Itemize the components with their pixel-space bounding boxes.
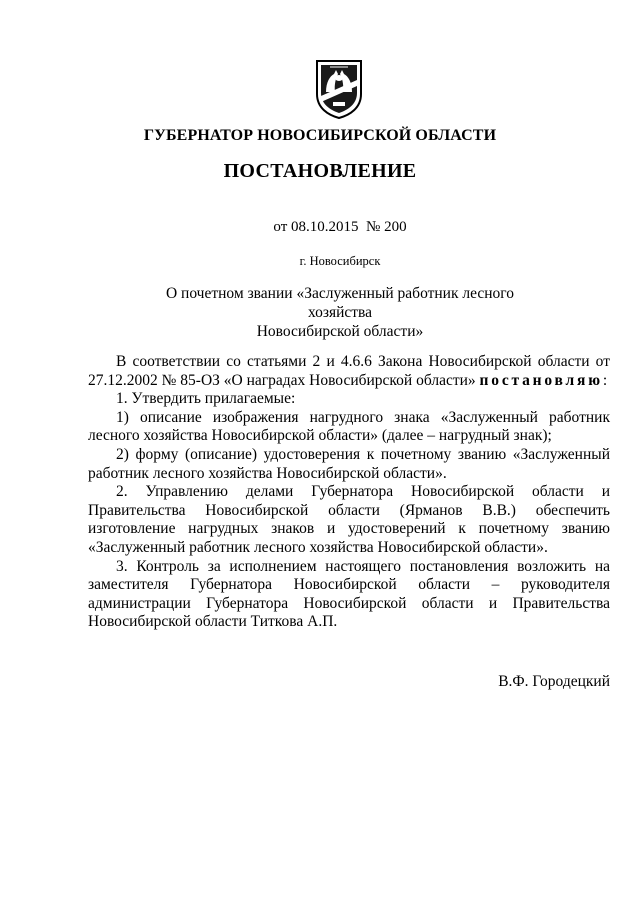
subject-line-1: О почетном звании «Заслуженный работник лесного хозяйства: [165, 285, 515, 321]
clause-1-sub-1: 1) описание изображения нагрудного знака «Заслуженный работник лесного хозяйства Новосибирской области» (далее – нагрудный знак);: [88, 408, 610, 445]
issuing-authority: ГУБЕРНАТОР НОВОСИБИРСКОЙ ОБЛАСТИ: [143, 127, 497, 144]
clause-3: 3. Контроль за исполнением настоящего постановления возложить на заместителя Губернатора Новосибирской области – руководителя администрации Губернатора Новосибирской области и Правительства Новосибирской области Титкова А.П.: [88, 557, 610, 631]
document-subject: [138, 284, 542, 341]
resolve-keyword: постановляю: [479, 371, 603, 389]
document-date-number: от 08.10.2015 № 200: [273, 219, 407, 235]
preamble-text: В соответствии со статьями 2 и 4.6.6 Закона Новосибирской области от 27.12.2002 № 85-ОЗ «О наградах Новосибирской области»: [88, 353, 610, 389]
preamble-colon: :: [602, 371, 608, 389]
document-type-title: ПОСТАНОВЛЕНИЕ: [223, 160, 417, 182]
document-city: г. Новосибирск: [299, 254, 381, 268]
preamble-paragraph: [88, 353, 610, 390]
subject-line-2: Новосибирской области»: [256, 323, 424, 340]
clause-1-sub-2: 2) форму (описание) удостоверения к почетному званию «Заслуженный работник лесного хозяйства Новосибирской области».: [88, 445, 610, 482]
clause-1: 1. Утвердить прилагаемые:: [116, 390, 296, 408]
coat-of-arms-emblem: [314, 58, 364, 120]
clause-2: 2. Управлению делами Губернатора Новосибирской области и Правительства Новосибирской области (Ярманов В.В.) обеспечить изготовление нагрудных знаков и удостоверений к почетному званию «Заслуженный работник лесного хозяйства Новосибирской области».: [88, 483, 610, 556]
document-body: [88, 353, 610, 632]
signatory-name: В.Ф. Городецкий: [498, 673, 610, 690]
